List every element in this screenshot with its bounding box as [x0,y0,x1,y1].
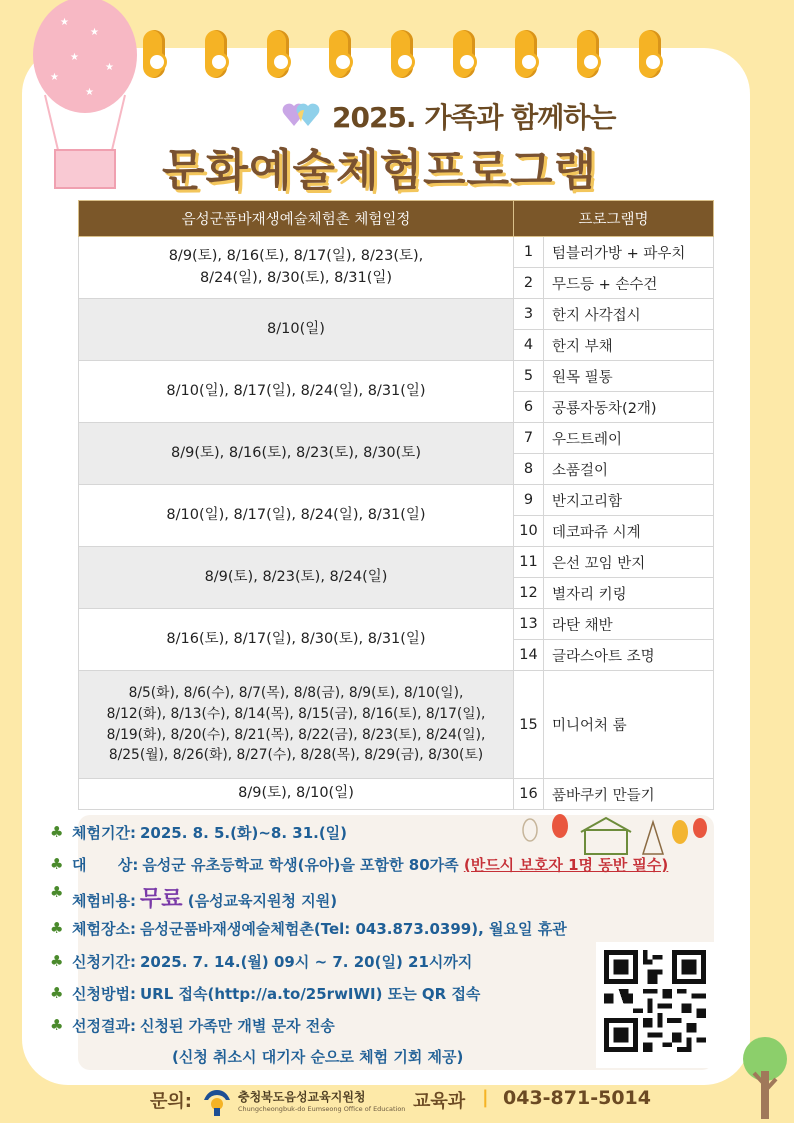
program-number: 1 [514,237,544,268]
program-number: 5 [514,361,544,392]
program-number: 8 [514,454,544,485]
footer-separator: | [482,1087,489,1108]
program-number: 16 [514,779,544,810]
table-row [79,547,714,578]
schedule-dates: 8/5(화), 8/6(수), 8/7(목), 8/8(금), 8/9(토), 8/10(일), 8/12(화), 8/13(수), 8/14(목), 8/15(금), 8/16(토), 8/17(일), 8/19(화), 8/20(수), 8/21(목), 8/22(금), 8/23(토), 8/24(일), 8/25(월), 8/26(화), 8/27(수), 8/28(목), 8/29(금), 8/30(토) [79,671,514,779]
office-name: 충청북도음성교육지원청 Chungcheongbuk-do Eumseong Office of Education [238,1090,406,1113]
schedule-table [78,200,714,810]
office-logo-icon [200,1086,234,1116]
table-row [79,671,714,779]
program-name: 은선 꼬임 반지 [544,547,714,578]
program-number: 3 [514,299,544,330]
program-name: 별자리 키링 [544,578,714,609]
schedule-dates: 8/10(일) [79,299,514,361]
svg-text:★: ★ [90,27,99,38]
program-number: 6 [514,392,544,423]
ring-decoration [391,30,413,78]
info-place: ♣ 체험장소: 음성군품바재생예술체험촌(Tel: 043.873.0399), 월요일 휴관 [50,919,567,938]
info-selection: ♣ 선정결과: 신청된 가족만 개별 문자 전송 [50,1016,335,1035]
schedule-dates: 8/9(토), 8/16(토), 8/23(토), 8/30(토) [79,423,514,485]
ring-decoration [205,30,227,78]
ring-decoration [329,30,351,78]
program-number: 15 [514,671,544,779]
program-name: 텀블러가방 + 파우치 [544,237,714,268]
program-name: 한지 사각접시 [544,299,714,330]
program-number: 4 [514,330,544,361]
info-apply-method: ♣ 신청방법: URL 접속(http://a.to/25rwIWI) 또는 QR 접속 [50,984,481,1003]
page-title: 문화예술체험프로그램 [162,145,598,196]
ring-decoration [577,30,599,78]
craft-illustration-icon [515,812,715,860]
svg-text:★: ★ [50,72,59,83]
program-name: 글라스아트 조명 [544,640,714,671]
program-number: 7 [514,423,544,454]
schedule-dates: 8/10(일), 8/17(일), 8/24(일), 8/31(일) [79,485,514,547]
program-name: 공룡자동차(2개) [544,392,714,423]
clover-icon: ♣ [50,823,64,841]
program-number: 13 [514,609,544,640]
info-cost: ♣ 체험비용: 무료 (음성교육지원청 지원) [50,883,338,912]
program-name: 미니어처 룸 [544,671,714,779]
footer-phone: 043-871-5014 [503,1087,651,1109]
clover-icon: ♣ [50,952,64,970]
info-apply-period: ♣ 신청기간: 2025. 7. 14.(월) 09시 ~ 7. 20(일) 21시까지 [50,952,473,971]
schedule-dates: 8/16(토), 8/17(일), 8/30(토), 8/31(일) [79,609,514,671]
table-row [79,423,714,454]
free-badge: 무료 [139,887,183,912]
table-row [79,609,714,640]
program-number: 12 [514,578,544,609]
program-name: 무드등 + 손수건 [544,268,714,299]
program-name: 원목 필통 [544,361,714,392]
program-number: 9 [514,485,544,516]
program-number: 2 [514,268,544,299]
table-row [79,237,714,268]
table-row [79,779,714,810]
table-row [79,299,714,330]
program-number: 10 [514,516,544,547]
schedule-dates: 8/9(토), 8/23(토), 8/24(일) [79,547,514,609]
program-name: 소품걸이 [544,454,714,485]
ring-decoration [639,30,661,78]
clover-icon: ♣ [50,883,64,901]
apply-url-link[interactable]: URL 접속(http://a.to/25rwIWI) 또는 QR 접속 [139,985,481,1003]
info-period: ♣ 체험기간: 2025. 8. 5.(화)~8. 31.(일) [50,823,348,842]
hot-air-balloon-icon [30,0,140,200]
ring-decoration [143,30,165,78]
program-name: 반지고리함 [544,485,714,516]
svg-text:★: ★ [85,87,94,98]
clover-icon: ♣ [50,1016,64,1034]
ring-decoration [515,30,537,78]
ring-decoration [453,30,475,78]
program-name: 데코파쥬 시계 [544,516,714,547]
tree-icon [742,1035,788,1119]
qr-code[interactable] [596,942,714,1068]
heart-icon [282,102,324,128]
schedule-dates: 8/10(일), 8/17(일), 8/24(일), 8/31(일) [79,361,514,423]
footer-dept: 교육과 [413,1091,466,1112]
program-name: 라탄 채반 [544,609,714,640]
program-name: 한지 부채 [544,330,714,361]
program-number: 14 [514,640,544,671]
program-name: 우드트레이 [544,423,714,454]
program-number: 11 [514,547,544,578]
svg-text:★: ★ [70,52,79,63]
table-header-schedule: 음성군품바재생예술체험촌 체험일정 [79,201,514,237]
schedule-dates: 8/9(토), 8/10(일) [79,779,514,810]
svg-text:★: ★ [105,62,114,73]
info-target: ♣ 대 상: 음성군 유초등학교 학생(유아)을 포함한 80가족 (반드시 보호자 1명 동반 필수) [50,855,669,874]
svg-text:★: ★ [60,17,69,28]
program-name: 품바쿠키 만들기 [544,779,714,810]
table-header-program: 프로그램명 [514,201,714,237]
schedule-dates: 8/9(토), 8/16(토), 8/17(일), 8/23(토), 8/24(일), 8/30(토), 8/31(일) [79,237,514,299]
footer-inquiry: 문의: [150,1091,192,1112]
table-row [79,485,714,516]
clover-icon: ♣ [50,855,64,873]
title-line1: 2025. 가족과 함께하는 [332,101,616,134]
clover-icon: ♣ [50,919,64,937]
info-selection-note: (신청 취소시 대기자 순으로 체험 기회 제공) [172,1048,464,1066]
qr-code-icon [604,950,706,1052]
clover-icon: ♣ [50,984,64,1002]
table-row [79,361,714,392]
ring-decoration [267,30,289,78]
